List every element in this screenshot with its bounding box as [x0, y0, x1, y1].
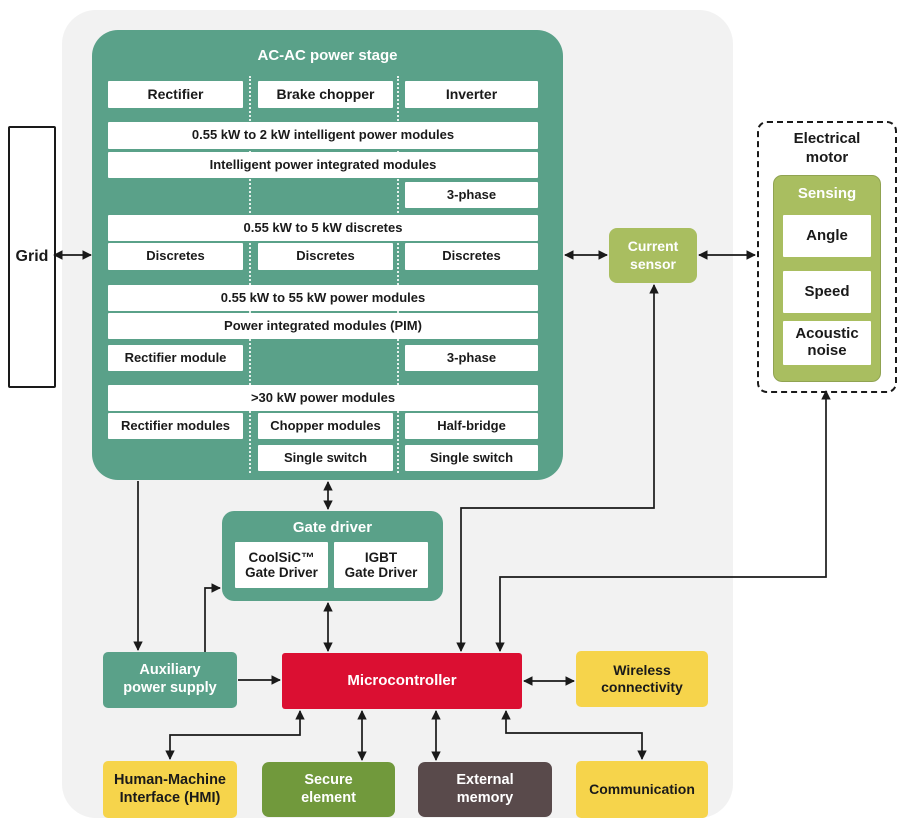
hmi-box: [103, 761, 237, 818]
current-sensor-box: [609, 228, 697, 283]
speed-box: Speed: [783, 271, 871, 313]
external-memory-box: [418, 762, 552, 817]
discretes-inverter-box: Discretes: [405, 243, 538, 270]
angle-box: Angle: [783, 215, 871, 257]
pm-3phase-box: 3-phase: [405, 345, 538, 371]
electrical-motor-title: [759, 130, 895, 168]
secure-element-box: [262, 762, 395, 817]
coolsic-line2: Gate Driver: [245, 565, 318, 580]
aux-power-line2: power supply: [123, 680, 217, 696]
wireless-connectivity-box: [576, 651, 708, 707]
rectifier-box: Rectifier: [108, 81, 243, 108]
hp-single-switch-inverter-box: Single switch: [405, 445, 538, 471]
sensing-title: Sensing: [797, 185, 857, 202]
igbt-gate-driver-box: [334, 542, 428, 588]
rectifier-module-box: Rectifier module: [108, 345, 243, 371]
gate-driver-block: [222, 511, 443, 601]
acoustic-noise-line2: noise: [807, 342, 847, 359]
pim-box: Power integrated modules (PIM): [108, 313, 538, 339]
secure-element-line2: element: [301, 789, 356, 806]
discretes-rectifier-box: Discretes: [108, 243, 243, 270]
ac-ac-power-stage-title: AC-AC power stage: [257, 47, 398, 64]
hp-half-bridge-box: Half-bridge: [405, 413, 538, 439]
wireless-line2: connectivity: [601, 679, 683, 695]
high-power-range-box: >30 kW power modules: [108, 385, 538, 411]
current-sensor-label-line1: Current: [627, 238, 679, 255]
microcontroller-box: Microcontroller: [282, 653, 522, 709]
discretes-chopper-box: Discretes: [258, 243, 393, 270]
ipim-box: Intelligent power integrated modules: [108, 152, 538, 178]
external-memory-line1: External: [456, 771, 514, 788]
external-memory-line2: memory: [456, 789, 514, 806]
hmi-line2: Interface (HMI): [119, 789, 221, 806]
acoustic-noise-line1: Acoustic: [795, 325, 859, 343]
gate-driver-title: Gate driver: [292, 519, 373, 536]
ac-ac-power-stage-block: [92, 30, 563, 480]
hp-single-switch-chopper-box: Single switch: [258, 445, 393, 471]
current-sensor-label-line2: sensor: [630, 255, 676, 272]
hp-chopper-modules-box: Chopper modules: [258, 413, 393, 439]
coolsic-line1: CoolSiC™: [248, 549, 315, 565]
aux-power-line1: Auxiliary: [139, 662, 201, 679]
grid-box: [8, 126, 56, 388]
ipm-range-box: 0.55 kW to 2 kW intelligent power modules: [108, 122, 538, 149]
electrical-motor-title-line1: Electrical: [793, 130, 861, 147]
sensing-block: [773, 175, 881, 382]
grid-label: Grid: [15, 248, 49, 266]
secure-element-line1: Secure: [304, 771, 353, 788]
brake-chopper-box: Brake chopper: [258, 81, 393, 108]
inverter-box: Inverter: [405, 81, 538, 108]
hp-rectifier-modules-box: Rectifier modules: [108, 413, 243, 439]
acoustic-noise-box: [783, 321, 871, 365]
discretes-range-box: 0.55 kW to 5 kW discretes: [108, 215, 538, 241]
communication-box: Communication: [576, 761, 708, 818]
igbt-line2: Gate Driver: [344, 565, 418, 580]
electrical-motor-title-line2: motor: [805, 148, 849, 166]
electrical-motor-box: [757, 121, 897, 393]
auxiliary-power-supply-box: [103, 652, 237, 708]
hmi-line1: Human-Machine: [114, 771, 226, 788]
wireless-line1: Wireless: [613, 661, 671, 678]
power-modules-range-box: 0.55 kW to 55 kW power modules: [108, 285, 538, 311]
ipm-3phase-box: 3-phase: [405, 182, 538, 208]
coolsic-gate-driver-box: [235, 542, 328, 588]
igbt-line1: IGBT: [364, 549, 398, 565]
